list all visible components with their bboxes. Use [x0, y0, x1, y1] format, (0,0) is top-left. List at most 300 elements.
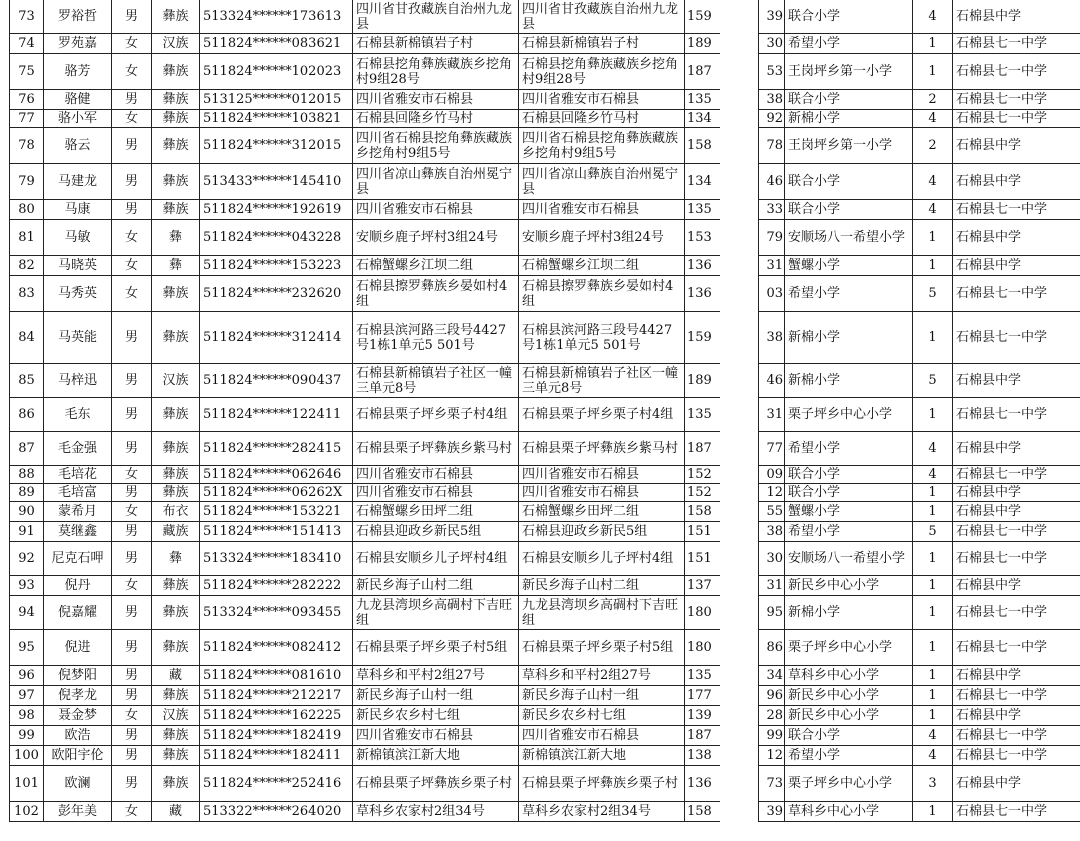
ethnicity: 彝族: [152, 766, 200, 802]
primary-school: 安顺场八一希望小学: [785, 542, 913, 576]
household-address: 四川省石棉县挖角彝族藏族乡挖角村9组5号: [353, 128, 519, 164]
roster-table-left: [9, 0, 721, 822]
phone-fragment: 152: [685, 466, 721, 484]
grade-value: 2: [913, 90, 953, 110]
target-middle-school: 石棉县七一中学: [953, 200, 1080, 220]
gender: 女: [112, 502, 152, 522]
grade-value: 5: [913, 276, 953, 312]
table-row: [10, 466, 721, 484]
code-fragment: 03: [759, 276, 785, 312]
target-middle-school: 石棉县中学: [953, 256, 1080, 276]
home-address: 石棉县滨河路三段号4427号1栋1单元5 501号: [519, 312, 685, 364]
grade-value: 1: [913, 54, 953, 90]
id-number: 511824******312414: [200, 312, 353, 364]
home-address: 新民乡农乡村七组: [519, 706, 685, 726]
table-row: [10, 432, 721, 466]
phone-fragment: 134: [685, 164, 721, 200]
household-address: 石棉县滨河路三段号4427号1栋1单元5 501号: [353, 312, 519, 364]
primary-school: 新棉小学: [785, 110, 913, 128]
primary-school: 栗子坪乡中心小学: [785, 398, 913, 432]
household-address: 石棉县回隆乡竹马村: [353, 110, 519, 128]
code-fragment: 78: [759, 128, 785, 164]
home-address: 石棉县栗子坪乡栗子村4组: [519, 398, 685, 432]
grade-value: 2: [913, 128, 953, 164]
student-name: 彭年美: [44, 802, 112, 822]
table-row: [10, 164, 721, 200]
row-number: 74: [10, 34, 44, 54]
id-number: 513125******012015: [200, 90, 353, 110]
table-row: [759, 746, 1080, 766]
household-address: 安顺乡鹿子坪村3组24号: [353, 220, 519, 256]
gender: 男: [112, 666, 152, 686]
primary-school: 新棉小学: [785, 364, 913, 398]
target-middle-school: 石棉县七一中学: [953, 34, 1080, 54]
household-address: 新民乡海子山村一组: [353, 686, 519, 706]
table-row: [759, 256, 1080, 276]
row-number: 98: [10, 706, 44, 726]
gender: 男: [112, 726, 152, 746]
phone-fragment: 151: [685, 522, 721, 542]
phone-fragment: 189: [685, 364, 721, 398]
grade-value: 1: [913, 256, 953, 276]
grade-value: 1: [913, 576, 953, 596]
table-row: [759, 630, 1080, 666]
code-fragment: 31: [759, 398, 785, 432]
table-row: [759, 128, 1080, 164]
phone-fragment: 177: [685, 686, 721, 706]
ethnicity: 彝: [152, 256, 200, 276]
table-row: [10, 200, 721, 220]
primary-school: 新民乡中心小学: [785, 576, 913, 596]
primary-school: 蟹螺小学: [785, 502, 913, 522]
target-middle-school: 石棉县七一中学: [953, 746, 1080, 766]
id-number: 513322******264020: [200, 802, 353, 822]
row-number: 77: [10, 110, 44, 128]
phone-fragment: 158: [685, 128, 721, 164]
household-address: 石棉县栗子坪彝族乡紫马村: [353, 432, 519, 466]
table-row: [759, 576, 1080, 596]
code-fragment: 39: [759, 0, 785, 34]
home-address: 石棉蟹螺乡田坪二组: [519, 502, 685, 522]
household-address: 四川省雅安市石棉县: [353, 726, 519, 746]
row-number: 94: [10, 596, 44, 630]
ethnicity: 彝族: [152, 110, 200, 128]
primary-school: 王岗坪乡第一小学: [785, 128, 913, 164]
phone-fragment: 137: [685, 576, 721, 596]
table-row: [759, 220, 1080, 256]
id-number: 513324******183410: [200, 542, 353, 576]
ethnicity: 彝族: [152, 596, 200, 630]
ethnicity: 彝族: [152, 312, 200, 364]
primary-school: 新棉小学: [785, 596, 913, 630]
id-number: 511824******282222: [200, 576, 353, 596]
ethnicity: 彝族: [152, 90, 200, 110]
roster-table-right: [758, 0, 1080, 822]
table-row: [10, 90, 721, 110]
table-row: [10, 34, 721, 54]
ethnicity: 彝: [152, 542, 200, 576]
primary-school: 联合小学: [785, 90, 913, 110]
primary-school: 蟹螺小学: [785, 256, 913, 276]
table-row: [10, 706, 721, 726]
target-middle-school: 石棉县中学: [953, 364, 1080, 398]
phone-fragment: 139: [685, 706, 721, 726]
gender: 男: [112, 128, 152, 164]
table-row: [10, 686, 721, 706]
table-row: [759, 110, 1080, 128]
grade-value: 4: [913, 164, 953, 200]
home-address: 石棉县新棉镇岩子村: [519, 34, 685, 54]
home-address: 石棉县回隆乡竹马村: [519, 110, 685, 128]
table-row: [759, 398, 1080, 432]
student-name: 马建龙: [44, 164, 112, 200]
table-row: [759, 54, 1080, 90]
ethnicity: 彝族: [152, 128, 200, 164]
student-name: 莫继鑫: [44, 522, 112, 542]
id-number: 511824******182411: [200, 746, 353, 766]
table-row: [759, 596, 1080, 630]
code-fragment: 77: [759, 432, 785, 466]
id-number: 511824******081610: [200, 666, 353, 686]
household-address: 石棉蟹螺乡江坝二组: [353, 256, 519, 276]
table-row: [10, 746, 721, 766]
primary-school: 安顺场八一希望小学: [785, 220, 913, 256]
gender: 女: [112, 576, 152, 596]
student-name: 倪孝龙: [44, 686, 112, 706]
student-name: 骆小军: [44, 110, 112, 128]
home-address: 四川省雅安市石棉县: [519, 200, 685, 220]
home-address: 九龙县湾坝乡高碉村下吉旺组: [519, 596, 685, 630]
id-number: 513324******093455: [200, 596, 353, 630]
grade-value: 1: [913, 220, 953, 256]
primary-school: 联合小学: [785, 466, 913, 484]
phone-fragment: 136: [685, 276, 721, 312]
ethnicity: 彝族: [152, 0, 200, 34]
gender: 男: [112, 686, 152, 706]
gender: 女: [112, 466, 152, 484]
grade-value: 1: [913, 706, 953, 726]
student-name: 尼克石呷: [44, 542, 112, 576]
student-name: 欧浩: [44, 726, 112, 746]
table-row: [10, 128, 721, 164]
primary-school: 联合小学: [785, 200, 913, 220]
code-fragment: 46: [759, 364, 785, 398]
code-fragment: 31: [759, 576, 785, 596]
table-row: [10, 110, 721, 128]
gender: 男: [112, 398, 152, 432]
id-number: 511824******083621: [200, 34, 353, 54]
code-fragment: 55: [759, 502, 785, 522]
table-row: [10, 666, 721, 686]
gender: 男: [112, 596, 152, 630]
household-address: 石棉县新棉镇岩子社区一幢三单元8号: [353, 364, 519, 398]
target-middle-school: 石棉县中学: [953, 220, 1080, 256]
table-row: [10, 484, 721, 502]
home-address: 新民乡海子山村二组: [519, 576, 685, 596]
table-row: [759, 364, 1080, 398]
ethnicity: 彝族: [152, 576, 200, 596]
table-row: [759, 466, 1080, 484]
household-address: 九龙县湾坝乡高碉村下吉旺组: [353, 596, 519, 630]
id-number: 511824******232620: [200, 276, 353, 312]
id-number: 511824******153221: [200, 502, 353, 522]
table-row: [10, 502, 721, 522]
ethnicity: 彝族: [152, 276, 200, 312]
table-row: [759, 276, 1080, 312]
ethnicity: 汉族: [152, 34, 200, 54]
student-name: 马秀英: [44, 276, 112, 312]
code-fragment: 79: [759, 220, 785, 256]
home-address: 四川省甘孜藏族自治州九龙县: [519, 0, 685, 34]
student-name: 罗苑嘉: [44, 34, 112, 54]
grade-value: 4: [913, 0, 953, 34]
grade-value: 5: [913, 364, 953, 398]
household-address: 石棉县栗子坪彝族乡栗子村: [353, 766, 519, 802]
student-name: 罗裕哲: [44, 0, 112, 34]
code-fragment: 31: [759, 256, 785, 276]
id-number: 511824******151413: [200, 522, 353, 542]
row-number: 75: [10, 54, 44, 90]
target-middle-school: 石棉县中学: [953, 766, 1080, 802]
primary-school: 新民乡中心小学: [785, 706, 913, 726]
primary-school: 希望小学: [785, 746, 913, 766]
household-address: 新棉镇滨江新大地: [353, 746, 519, 766]
gender: 男: [112, 312, 152, 364]
gender: 女: [112, 34, 152, 54]
id-number: 511824******162225: [200, 706, 353, 726]
grade-value: 5: [913, 522, 953, 542]
table-row: [10, 276, 721, 312]
row-number: 83: [10, 276, 44, 312]
gender: 男: [112, 164, 152, 200]
grade-value: 1: [913, 630, 953, 666]
phone-fragment: 159: [685, 312, 721, 364]
target-middle-school: 石棉县七一中学: [953, 312, 1080, 364]
target-middle-school: 石棉县中学: [953, 0, 1080, 34]
student-name: 骆芳: [44, 54, 112, 90]
grade-value: 3: [913, 766, 953, 802]
table-row: [759, 706, 1080, 726]
target-middle-school: 石棉县中学: [953, 706, 1080, 726]
home-address: 草科乡农家村2组34号: [519, 802, 685, 822]
row-number: 87: [10, 432, 44, 466]
household-address: 草科乡和平村2组27号: [353, 666, 519, 686]
id-number: 511824******212217: [200, 686, 353, 706]
table-row: [759, 542, 1080, 576]
code-fragment: 12: [759, 746, 785, 766]
ethnicity: 彝族: [152, 466, 200, 484]
student-name: 欧阳宇伦: [44, 746, 112, 766]
code-fragment: 92: [759, 110, 785, 128]
grade-value: 4: [913, 466, 953, 484]
code-fragment: 30: [759, 34, 785, 54]
code-fragment: 46: [759, 164, 785, 200]
student-name: 毛培花: [44, 466, 112, 484]
household-address: 石棉县安顺乡儿子坪村4组: [353, 542, 519, 576]
gender: 男: [112, 432, 152, 466]
grade-value: 4: [913, 200, 953, 220]
target-middle-school: 石棉县七一中学: [953, 522, 1080, 542]
gender: 女: [112, 802, 152, 822]
gender: 男: [112, 90, 152, 110]
home-address: 石棉县安顺乡儿子坪村4组: [519, 542, 685, 576]
phone-fragment: 134: [685, 110, 721, 128]
table-row: [759, 502, 1080, 522]
grade-value: 1: [913, 596, 953, 630]
grade-value: 1: [913, 802, 953, 822]
phone-fragment: 159: [685, 0, 721, 34]
ethnicity: 彝族: [152, 484, 200, 502]
id-number: 511824******312015: [200, 128, 353, 164]
code-fragment: 12: [759, 484, 785, 502]
table-row: [759, 90, 1080, 110]
table-row: [759, 0, 1080, 34]
home-address: 石棉县新棉镇岩子社区一幢三单元8号: [519, 364, 685, 398]
grade-value: 1: [913, 312, 953, 364]
table-row: [759, 686, 1080, 706]
table-row: [10, 522, 721, 542]
phone-fragment: 135: [685, 200, 721, 220]
home-address: 四川省雅安市石棉县: [519, 466, 685, 484]
id-number: 511824******192619: [200, 200, 353, 220]
table-row: [759, 34, 1080, 54]
phone-fragment: 187: [685, 54, 721, 90]
code-fragment: 28: [759, 706, 785, 726]
code-fragment: 95: [759, 596, 785, 630]
code-fragment: 96: [759, 686, 785, 706]
phone-fragment: 135: [685, 398, 721, 432]
student-name: 马敏: [44, 220, 112, 256]
ethnicity: 彝族: [152, 200, 200, 220]
row-number: 101: [10, 766, 44, 802]
household-address: 石棉县擦罗彝族乡晏如村4组: [353, 276, 519, 312]
target-middle-school: 石棉县七一中学: [953, 110, 1080, 128]
phone-fragment: 151: [685, 542, 721, 576]
code-fragment: 38: [759, 90, 785, 110]
column-gap: [720, 0, 758, 841]
household-address: 新民乡农乡村七组: [353, 706, 519, 726]
ethnicity: 汉族: [152, 364, 200, 398]
row-number: 81: [10, 220, 44, 256]
table-row: [759, 666, 1080, 686]
target-middle-school: 石棉县七一中学: [953, 276, 1080, 312]
row-number: 78: [10, 128, 44, 164]
gender: 女: [112, 706, 152, 726]
table-row: [10, 802, 721, 822]
gender: 男: [112, 0, 152, 34]
home-address: 四川省雅安市石棉县: [519, 726, 685, 746]
code-fragment: 30: [759, 542, 785, 576]
phone-fragment: 153: [685, 220, 721, 256]
id-number: 511824******122411: [200, 398, 353, 432]
primary-school: 联合小学: [785, 164, 913, 200]
table-row: [759, 432, 1080, 466]
row-number: 99: [10, 726, 44, 746]
table-row: [10, 596, 721, 630]
household-address: 石棉县挖角彝族藏族乡挖角村9组28号: [353, 54, 519, 90]
ethnicity: 布衣: [152, 502, 200, 522]
home-address: 四川省雅安市石棉县: [519, 484, 685, 502]
household-address: 新民乡海子山村二组: [353, 576, 519, 596]
table-row: [10, 0, 721, 34]
target-middle-school: 石棉县中学: [953, 666, 1080, 686]
ethnicity: 彝族: [152, 432, 200, 466]
row-number: 80: [10, 200, 44, 220]
ethnicity: 藏族: [152, 522, 200, 542]
target-middle-school: 石棉县七一中学: [953, 802, 1080, 822]
home-address: 石棉县挖角彝族藏族乡挖角村9组28号: [519, 54, 685, 90]
id-number: 511824******252416: [200, 766, 353, 802]
gender: 男: [112, 484, 152, 502]
primary-school: 希望小学: [785, 432, 913, 466]
phone-fragment: 180: [685, 596, 721, 630]
row-number: 84: [10, 312, 44, 364]
row-number: 97: [10, 686, 44, 706]
code-fragment: 39: [759, 802, 785, 822]
table-row: [759, 164, 1080, 200]
row-number: 92: [10, 542, 44, 576]
grade-value: 1: [913, 686, 953, 706]
table-row: [10, 54, 721, 90]
table-row: [759, 726, 1080, 746]
id-number: 513433******145410: [200, 164, 353, 200]
household-address: 草科乡农家村2组34号: [353, 802, 519, 822]
student-name: 蒙希月: [44, 502, 112, 522]
household-address: 四川省雅安市石棉县: [353, 484, 519, 502]
student-name: 马英能: [44, 312, 112, 364]
id-number: 511824******043228: [200, 220, 353, 256]
grade-value: 4: [913, 110, 953, 128]
row-number: 93: [10, 576, 44, 596]
phone-fragment: 187: [685, 726, 721, 746]
id-number: 511824******282415: [200, 432, 353, 466]
row-number: 91: [10, 522, 44, 542]
id-number: 511824******06262X: [200, 484, 353, 502]
table-row: [10, 220, 721, 256]
grade-value: 1: [913, 542, 953, 576]
household-address: 石棉县新棉镇岩子村: [353, 34, 519, 54]
primary-school: 新民乡中心小学: [785, 686, 913, 706]
student-name: 马康: [44, 200, 112, 220]
student-name: 毛东: [44, 398, 112, 432]
code-fragment: 38: [759, 522, 785, 542]
code-fragment: 53: [759, 54, 785, 90]
home-address: 新棉镇滨江新大地: [519, 746, 685, 766]
ethnicity: 藏: [152, 802, 200, 822]
household-address: 石棉县栗子坪乡栗子村5组: [353, 630, 519, 666]
home-address: 石棉县栗子坪彝族乡栗子村: [519, 766, 685, 802]
home-address: 四川省雅安市石棉县: [519, 90, 685, 110]
primary-school: 王岗坪乡第一小学: [785, 54, 913, 90]
household-address: 四川省甘孜藏族自治州九龙县: [353, 0, 519, 34]
id-number: 511824******153223: [200, 256, 353, 276]
ethnicity: 彝族: [152, 630, 200, 666]
row-number: 73: [10, 0, 44, 34]
student-name: 倪进: [44, 630, 112, 666]
row-number: 100: [10, 746, 44, 766]
student-name: 马梓迅: [44, 364, 112, 398]
ethnicity: 彝族: [152, 398, 200, 432]
ethnicity: 彝族: [152, 726, 200, 746]
student-name: 倪嘉耀: [44, 596, 112, 630]
row-number: 85: [10, 364, 44, 398]
target-middle-school: 石棉县七一中学: [953, 596, 1080, 630]
id-number: 513324******173613: [200, 0, 353, 34]
gender: 女: [112, 256, 152, 276]
ethnicity: 彝: [152, 220, 200, 256]
row-number: 89: [10, 484, 44, 502]
table-row: [759, 312, 1080, 364]
